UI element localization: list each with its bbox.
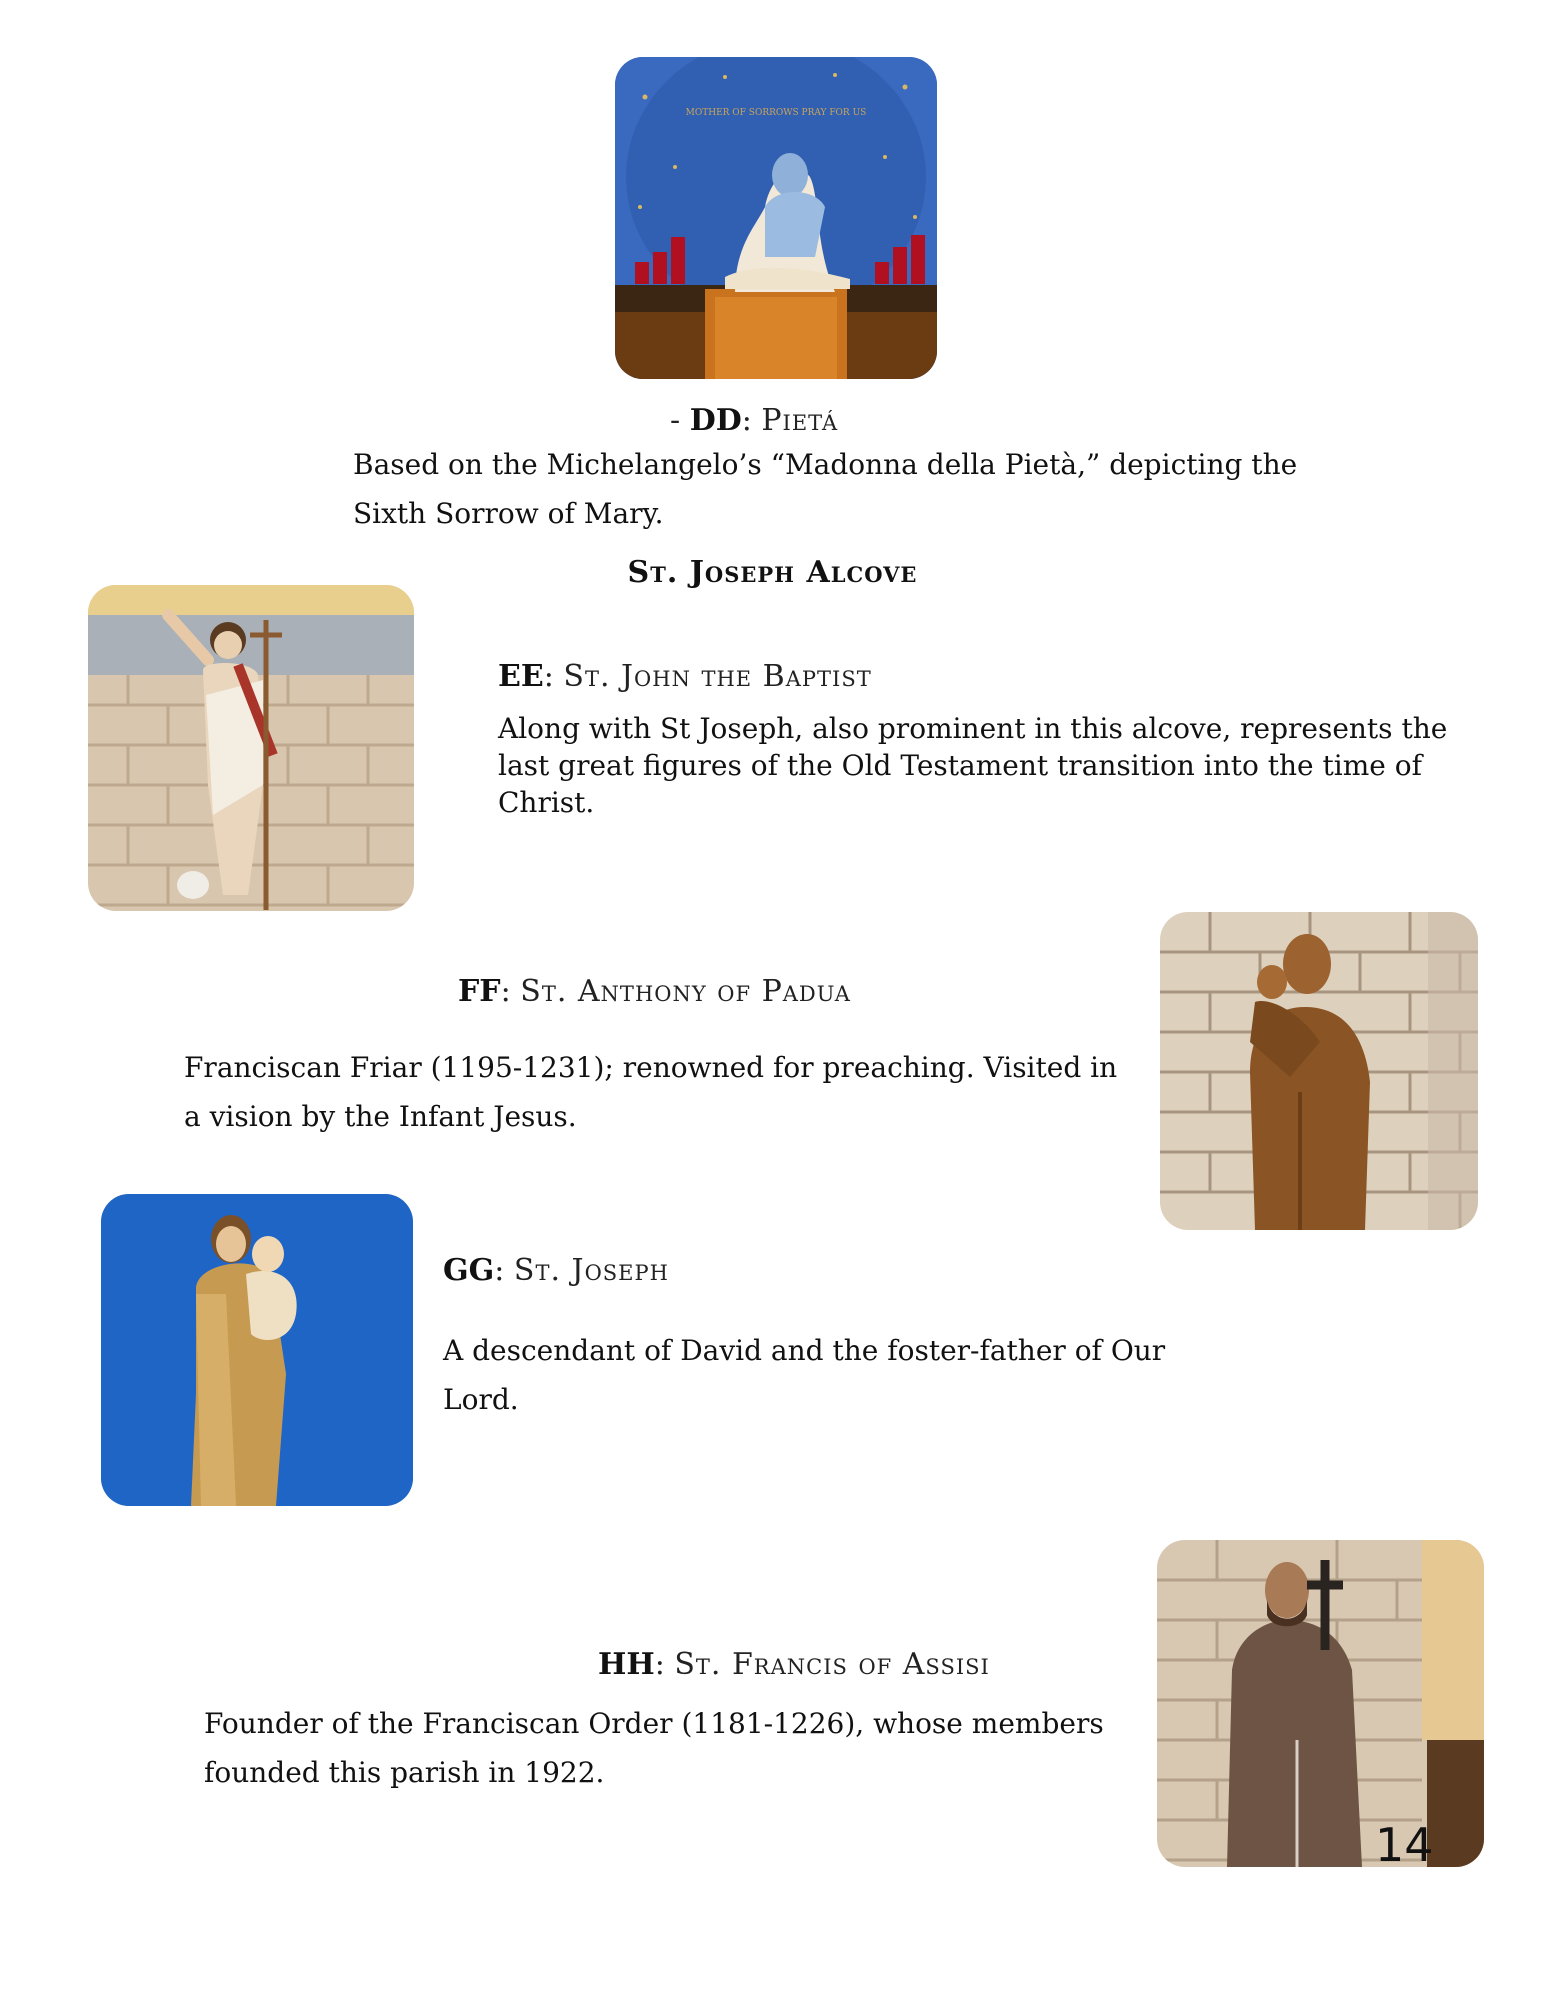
section-title: St. Joseph Alcove <box>627 555 918 590</box>
st-john-the-baptist-photo <box>88 585 414 911</box>
dd-description: Based on the Michelangelo’s “Madonna della Pietà,” depicting the Sixth Sorrow of Mary. <box>353 448 1298 530</box>
hh-code: HH <box>598 1647 655 1682</box>
ee-separator: : <box>543 659 564 694</box>
ee-heading <box>498 659 872 694</box>
gg-separator: : <box>494 1253 514 1288</box>
dd-heading <box>670 403 838 438</box>
ff-separator: : <box>500 974 521 1009</box>
ff-description: Franciscan Friar (1195-1231); renowned for preaching. Visited in a vision by the Infant Jesus. <box>184 1051 1118 1133</box>
page-number: 14 <box>1375 1818 1434 1872</box>
hh-description: Founder of the Franciscan Order (1181-1226), whose members founded this parish in 1922. <box>204 1707 1104 1789</box>
ee-description: Along with St Joseph, also prominent in this alcove, represents the last great figures of the Old Testament transition into the time of Christ. <box>498 712 1448 819</box>
dd-separator: : <box>741 403 762 438</box>
gg-code: GG <box>443 1253 495 1288</box>
ee-code: EE <box>498 659 544 694</box>
hh-title: St. Francis of Assisi <box>674 1647 990 1682</box>
dd-code: DD <box>689 403 742 438</box>
pieta-photo <box>615 57 937 379</box>
gg-heading <box>443 1253 669 1288</box>
st-francis-of-assisi-photo <box>1157 1540 1484 1867</box>
gg-title: St. Joseph <box>513 1253 669 1288</box>
gg-description: A descendant of David and the foster-father of Our Lord. <box>443 1334 1166 1416</box>
st-anthony-of-padua-photo <box>1160 912 1478 1230</box>
st-joseph-photo <box>101 1194 413 1506</box>
hh-separator: : <box>654 1647 675 1682</box>
arch-inscription: MOTHER OF SORROWS PRAY FOR US <box>685 108 867 118</box>
hh-heading <box>598 1647 990 1682</box>
ff-title: St. Anthony of Padua <box>520 974 851 1009</box>
dd-title: Pietá <box>761 403 839 438</box>
ff-heading <box>458 974 851 1009</box>
dd-prefix: - <box>670 403 690 438</box>
ee-title: St. John the Baptist <box>563 659 872 694</box>
ff-code: FF <box>458 974 501 1009</box>
